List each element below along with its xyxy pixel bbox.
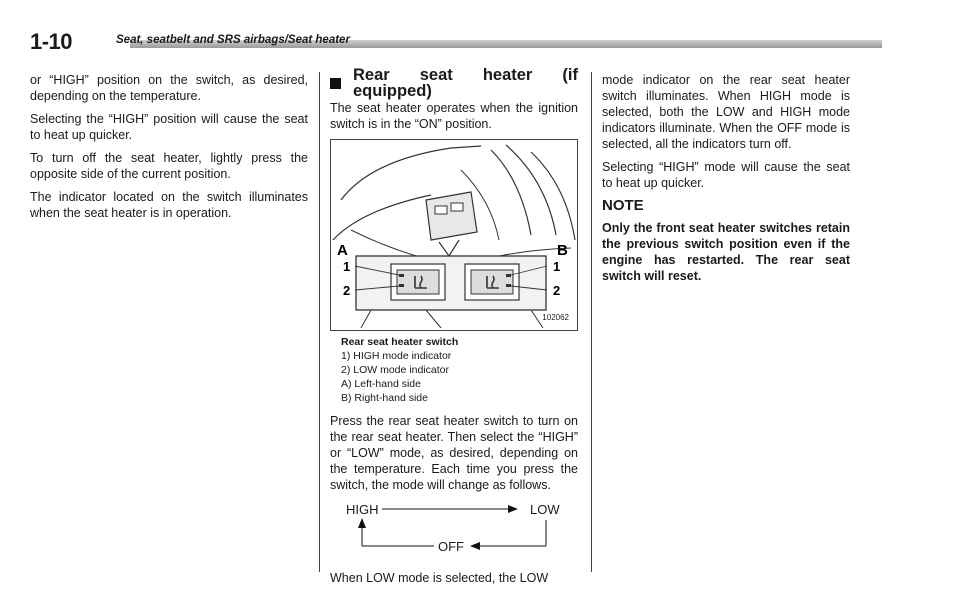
paragraph: Selecting “HIGH” mode will cause the seat to heat up quicker. xyxy=(602,160,850,190)
page-number: 1-10 xyxy=(30,29,73,54)
paragraph: mode indicator on the rear seat heater switch illuminates. When HIGH mode is selected, both the LOW and HIGH mode indicators illuminate. When the OFF mode is selected, all the indicators turn off. xyxy=(602,73,850,151)
figure-label-2: 2 xyxy=(343,283,351,298)
mode-cycle-diagram xyxy=(330,500,578,564)
paragraph: To turn off the seat heater, lightly press the opposite side of the current position. xyxy=(30,151,308,181)
caption-item: 1) HIGH mode indicator xyxy=(341,350,452,362)
page-header xyxy=(30,30,932,60)
caption-title: Rear seat heater switch xyxy=(341,336,459,348)
seat-switch-illustration xyxy=(331,140,577,330)
figure-label-a: A xyxy=(337,242,348,259)
column-3 xyxy=(602,72,850,291)
column-divider xyxy=(591,72,592,572)
square-bullet-icon xyxy=(330,78,341,89)
column-2 xyxy=(330,66,578,593)
figure-label-1: 1 xyxy=(553,259,561,274)
arrow-right-icon xyxy=(508,505,518,513)
paragraph: The seat heater operates when the ignition switch is in the “ON” position. xyxy=(330,101,578,131)
paragraph: When LOW mode is selected, the LOW xyxy=(330,571,549,585)
figure-label-1: 1 xyxy=(343,259,351,274)
caption-item: B) Right-hand side xyxy=(341,392,428,404)
mode-off-label: OFF xyxy=(438,539,464,554)
caption-item: A) Left-hand side xyxy=(341,378,421,390)
arrow-up-icon xyxy=(358,518,366,528)
mode-high-label: HIGH xyxy=(346,502,379,517)
figure-label-b: B xyxy=(557,242,568,259)
arrow-left-icon xyxy=(470,542,480,550)
note-title: NOTE xyxy=(602,197,644,214)
rear-seat-heater-figure xyxy=(330,139,578,331)
paragraph: Press the rear seat heater switch to turn on the rear seat heater. Then select the “HIGH” or “LOW” mode, as desired, depending on the temperature. Each time you press the switch, the mode will change as follows. xyxy=(330,414,578,492)
figure-code: 102062 xyxy=(542,313,569,322)
column-1 xyxy=(30,72,308,228)
section-heading xyxy=(330,66,578,100)
paragraph: The indicator located on the switch illuminates when the seat heater is in operation. xyxy=(30,190,308,220)
mode-low-label: LOW xyxy=(530,502,560,517)
figure-caption xyxy=(330,335,578,405)
heading-text: Rear seat heater (if equipped) xyxy=(353,66,578,100)
figure-label-2: 2 xyxy=(553,283,561,298)
caption-item: 2) LOW mode indicator xyxy=(341,364,449,376)
note-text: Only the front seat heater switches retain the previous switch position even if the engine has restarted. The rear seat switch will reset. xyxy=(602,221,850,283)
column-divider xyxy=(319,72,320,572)
paragraph: or “HIGH” position on the switch, as desired, depending on the temperature. xyxy=(30,73,308,103)
section-title: Seat, seatbelt and SRS airbags/Seat heater xyxy=(116,34,350,46)
paragraph: Selecting the “HIGH” position will cause the seat to heat up quicker. xyxy=(30,112,308,142)
